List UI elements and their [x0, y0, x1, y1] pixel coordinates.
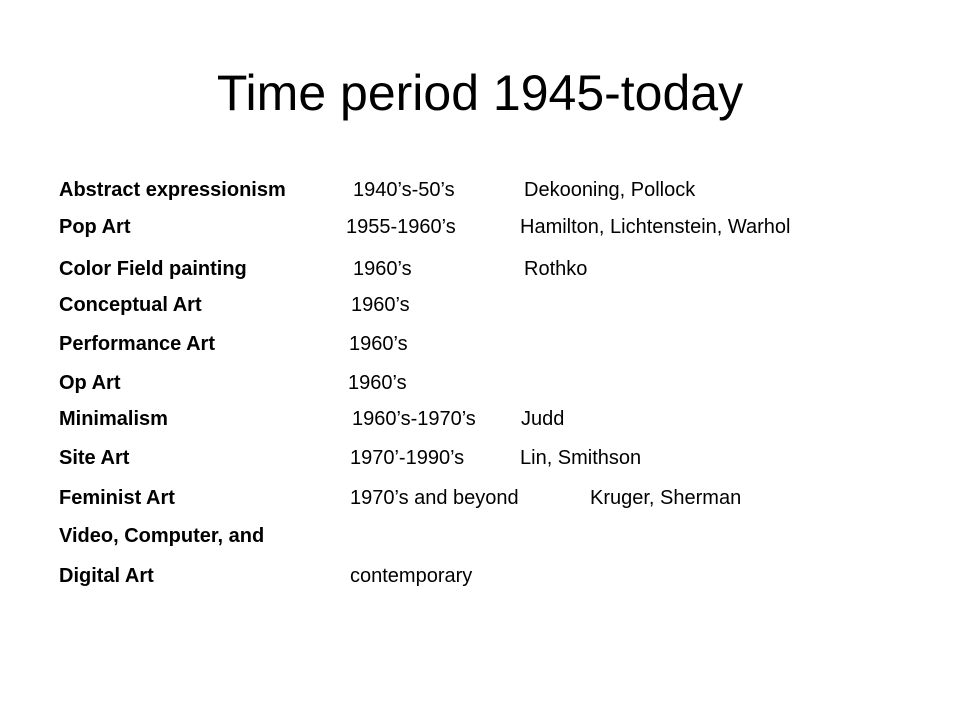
- list-item: [0, 443, 960, 473]
- slide-title: Time period 1945-today: [216, 65, 744, 121]
- movement-name: Site Art: [59, 447, 130, 469]
- movement-name: Minimalism: [59, 408, 168, 430]
- movement-period: contemporary: [350, 565, 473, 587]
- movement-name: Conceptual Art: [59, 294, 202, 316]
- movement-name: Pop Art: [59, 216, 131, 238]
- movement-period: 1960’s-1970’s: [352, 408, 476, 430]
- movement-artists: Lin, Smithson: [520, 447, 642, 469]
- list-item: [0, 404, 960, 434]
- list-item: [0, 483, 960, 513]
- movement-artists: Dekooning, Pollock: [524, 179, 696, 201]
- list-item: [0, 521, 960, 551]
- movement-artists: Hamilton, Lichtenstein, Warhol: [520, 216, 791, 238]
- list-item: [0, 561, 960, 591]
- movement-period: 1970’-1990’s: [350, 447, 465, 469]
- list-item: [0, 254, 960, 284]
- movement-name: Digital Art: [59, 565, 154, 587]
- movement-period: 1960’s: [351, 294, 410, 316]
- movement-artists: Rothko: [524, 258, 588, 280]
- movement-period: 1960’s: [348, 372, 407, 394]
- movement-period: 1960’s: [353, 258, 412, 280]
- movement-name: Color Field painting: [59, 258, 247, 280]
- movement-name: Video, Computer, and: [59, 525, 265, 547]
- movement-artists: Judd: [521, 408, 565, 430]
- list-item: [0, 175, 960, 205]
- movement-name: Op Art: [59, 372, 121, 394]
- movement-period: 1940’s-50’s: [353, 179, 455, 201]
- list-item: [0, 212, 960, 242]
- movement-period: 1970’s and beyond: [350, 487, 519, 509]
- movement-period: 1955-1960’s: [346, 216, 456, 238]
- list-item: [0, 290, 960, 320]
- movement-name: Abstract expressionism: [59, 179, 286, 201]
- movement-name: Feminist Art: [59, 487, 175, 509]
- list-item: [0, 368, 960, 398]
- movement-period: 1960’s: [349, 333, 408, 355]
- movement-artists: Kruger, Sherman: [590, 487, 742, 509]
- list-item: [0, 329, 960, 359]
- movement-name: Performance Art: [59, 333, 215, 355]
